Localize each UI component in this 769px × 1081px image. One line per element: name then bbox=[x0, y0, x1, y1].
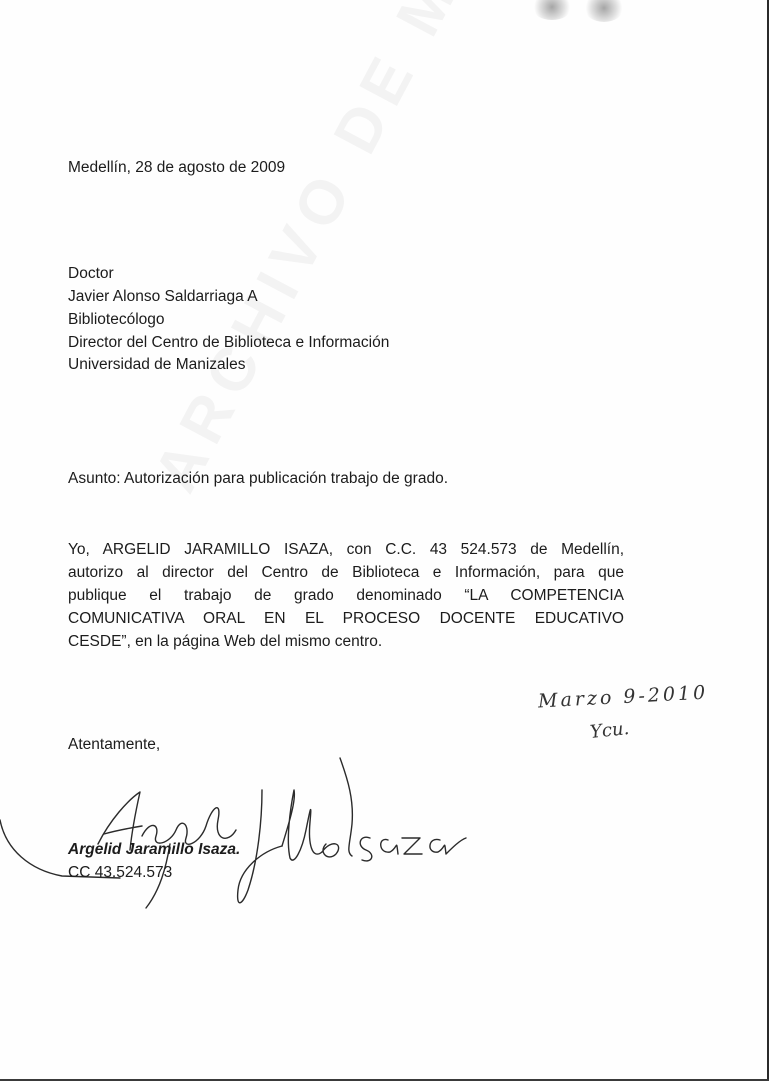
handwritten-date-note: Marzo 9-2010 bbox=[537, 681, 709, 713]
date-line: Medellín, 28 de agosto de 2009 bbox=[68, 159, 286, 176]
recipient-institution: Universidad de Manizales bbox=[68, 356, 246, 373]
recipient-position: Director del Centro de Biblioteca e Información bbox=[68, 334, 390, 351]
body-line-3: publique el trabajo de grado denominado “LA COMPETENCIA bbox=[68, 587, 624, 604]
body-line-2: autorizo al director del Centro de Biblioteca e Información, para que bbox=[68, 564, 624, 581]
recipient-profession: Bibliotecólogo bbox=[68, 311, 165, 328]
signer-id: CC 43.524.573 bbox=[68, 864, 173, 881]
top-stamp-mark-right bbox=[584, 0, 624, 22]
body-line-1: Yo, ARGELID JARAMILLO ISAZA, con C.C. 43 524.573 de Medellín, bbox=[68, 541, 624, 558]
signer-name: Argelid Jaramillo Isaza. bbox=[68, 841, 241, 858]
recipient-title: Doctor bbox=[68, 265, 114, 282]
recipient-name: Javier Alonso Saldarriaga A bbox=[68, 288, 258, 305]
subject-line: Asunto: Autorización para publicación trabajo de grado. bbox=[68, 470, 448, 487]
watermark-text bbox=[140, 0, 631, 503]
handwritten-signature bbox=[0, 740, 470, 920]
body-line-4: COMUNICATIVA ORAL EN EL PROCESO DOCENTE EDUCATIVO bbox=[68, 610, 624, 627]
top-stamp-mark-left bbox=[532, 0, 572, 20]
body-line-5: CESDE”, en la página Web del mismo centro. bbox=[68, 633, 383, 650]
handwritten-initials: Ycu. bbox=[589, 718, 631, 743]
closing-line: Atentamente, bbox=[68, 736, 161, 753]
